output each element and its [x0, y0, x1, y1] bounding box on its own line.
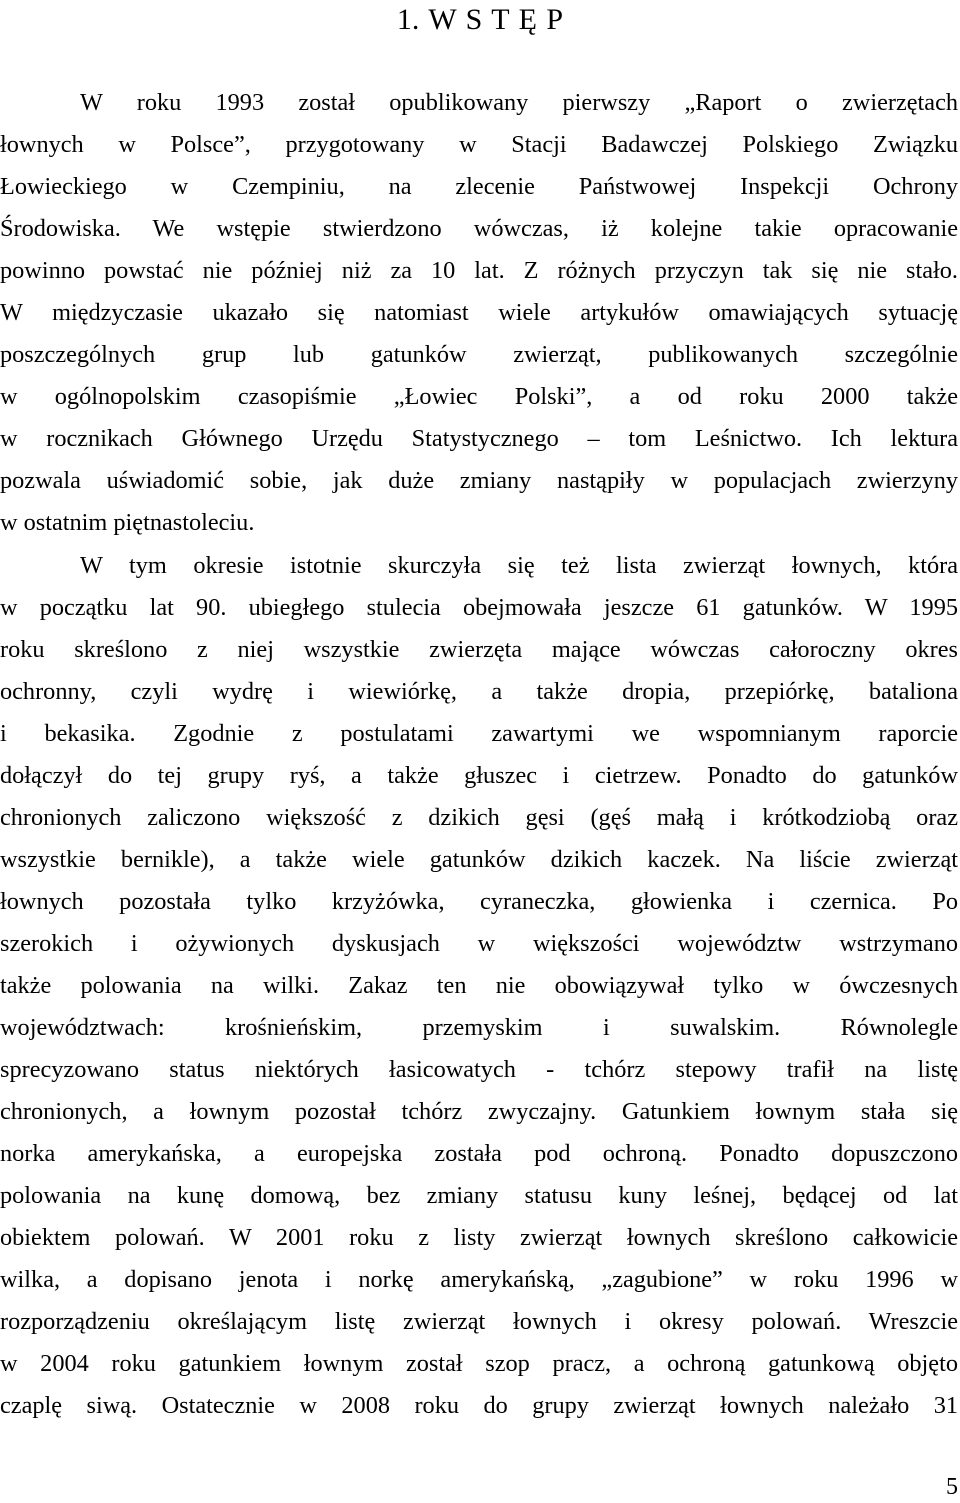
- text-line: roku skreślono z niej wszystkie zwierzęta mające wówczas całoroczny okres: [0, 635, 958, 663]
- text-line: powinno powstać nie później niż za 10 lat. Z różnych przyczyn tak się nie stało.: [0, 257, 958, 285]
- text-line: sprecyzowano status niektórych łasicowatych - tchórz stepowy trafił na listę: [0, 1056, 958, 1084]
- text-line: ochronny, czyli wydrę i wiewiórkę, a także dropia, przepiórkę, bataliona: [0, 677, 958, 705]
- text-line: poszczególnych grup lub gatunków zwierząt, publikowanych szczególnie: [0, 341, 958, 369]
- text-line: także polowania na wilki. Zakaz ten nie obowiązywał tylko w ówczesnych: [0, 971, 958, 999]
- text-line: chronionych zaliczono większość z dzikich gęsi (gęś małą i krótkodziobą oraz: [0, 803, 958, 831]
- text-line: W międzyczasie ukazało się natomiast wiele artykułów omawiających sytuację: [0, 299, 958, 327]
- body-text: [0, 82, 958, 1428]
- text-line: w ogólnopolskim czasopiśmie „Łowiec Polski”, a od roku 2000 także: [0, 383, 958, 411]
- text-line: dołączył do tej grupy ryś, a także głuszec i cietrzew. Ponadto do gatunków: [0, 761, 958, 789]
- text-line: łownych pozostała tylko krzyżówka, cyraneczka, głowienka i czernica. Po: [0, 887, 958, 915]
- text-line: polowania na kunę domową, bez zmiany statusu kuny leśnej, będącej od lat: [0, 1182, 958, 1210]
- text-line: chronionych, a łownym pozostał tchórz zwyczajny. Gatunkiem łownym stała się: [0, 1098, 958, 1126]
- text-line: w początku lat 90. ubiegłego stulecia obejmowała jeszcze 61 gatunków. W 1995: [0, 593, 958, 621]
- text-line: obiektem polowań. W 2001 roku z listy zwierząt łownych skreślono całkowicie: [0, 1224, 958, 1252]
- text-line: w rocznikach Głównego Urzędu Statystycznego – tom Leśnictwo. Ich lektura: [0, 425, 958, 453]
- text-line: pozwala uświadomić sobie, jak duże zmiany nastąpiły w populacjach zwierzyny: [0, 467, 958, 495]
- text-line: w ostatnim piętnastoleciu.: [0, 509, 255, 537]
- page-number: 5: [946, 1474, 958, 1500]
- text-line: wilka, a dopisano jenota i norkę amerykańską, „zagubione” w roku 1996 w: [0, 1266, 958, 1294]
- text-line: łownych w Polsce”, przygotowany w Stacji Badawczej Polskiego Związku: [0, 131, 958, 159]
- text-line: czaplę siwą. Ostatecznie w 2008 roku do grupy zwierząt łownych należało 31: [0, 1392, 958, 1420]
- text-line: i bekasika. Zgodnie z postulatami zawartymi we wspomnianym raporcie: [0, 719, 958, 747]
- text-line: w 2004 roku gatunkiem łownym został szop pracz, a ochroną gatunkową objęto: [0, 1350, 958, 1378]
- text-line: norka amerykańska, a europejska została pod ochroną. Ponadto dopuszczono: [0, 1140, 958, 1168]
- section-heading: 1. W S T Ę P: [396, 3, 564, 36]
- text-line: rozporządzeniu określającym listę zwierząt łownych i okresy polowań. Wreszcie: [0, 1308, 958, 1336]
- text-line: W roku 1993 został opublikowany pierwszy „Raport o zwierzętach: [80, 89, 958, 116]
- text-line: wszystkie bernikle), a także wiele gatunków dzikich kaczek. Na liście zwierząt: [0, 845, 958, 873]
- text-line: Łowieckiego w Czempiniu, na zlecenie Państwowej Inspekcji Ochrony: [0, 173, 958, 201]
- text-line: szerokich i ożywionych dyskusjach w większości województw wstrzymano: [0, 929, 958, 957]
- text-line: Środowiska. We wstępie stwierdzono wówczas, iż kolejne takie opracowanie: [0, 215, 958, 243]
- text-line: W tym okresie istotnie skurczyła się też lista zwierząt łownych, która: [80, 551, 958, 579]
- text-line: województwach: krośnieńskim, przemyskim i suwalskim. Równolegle: [0, 1014, 958, 1042]
